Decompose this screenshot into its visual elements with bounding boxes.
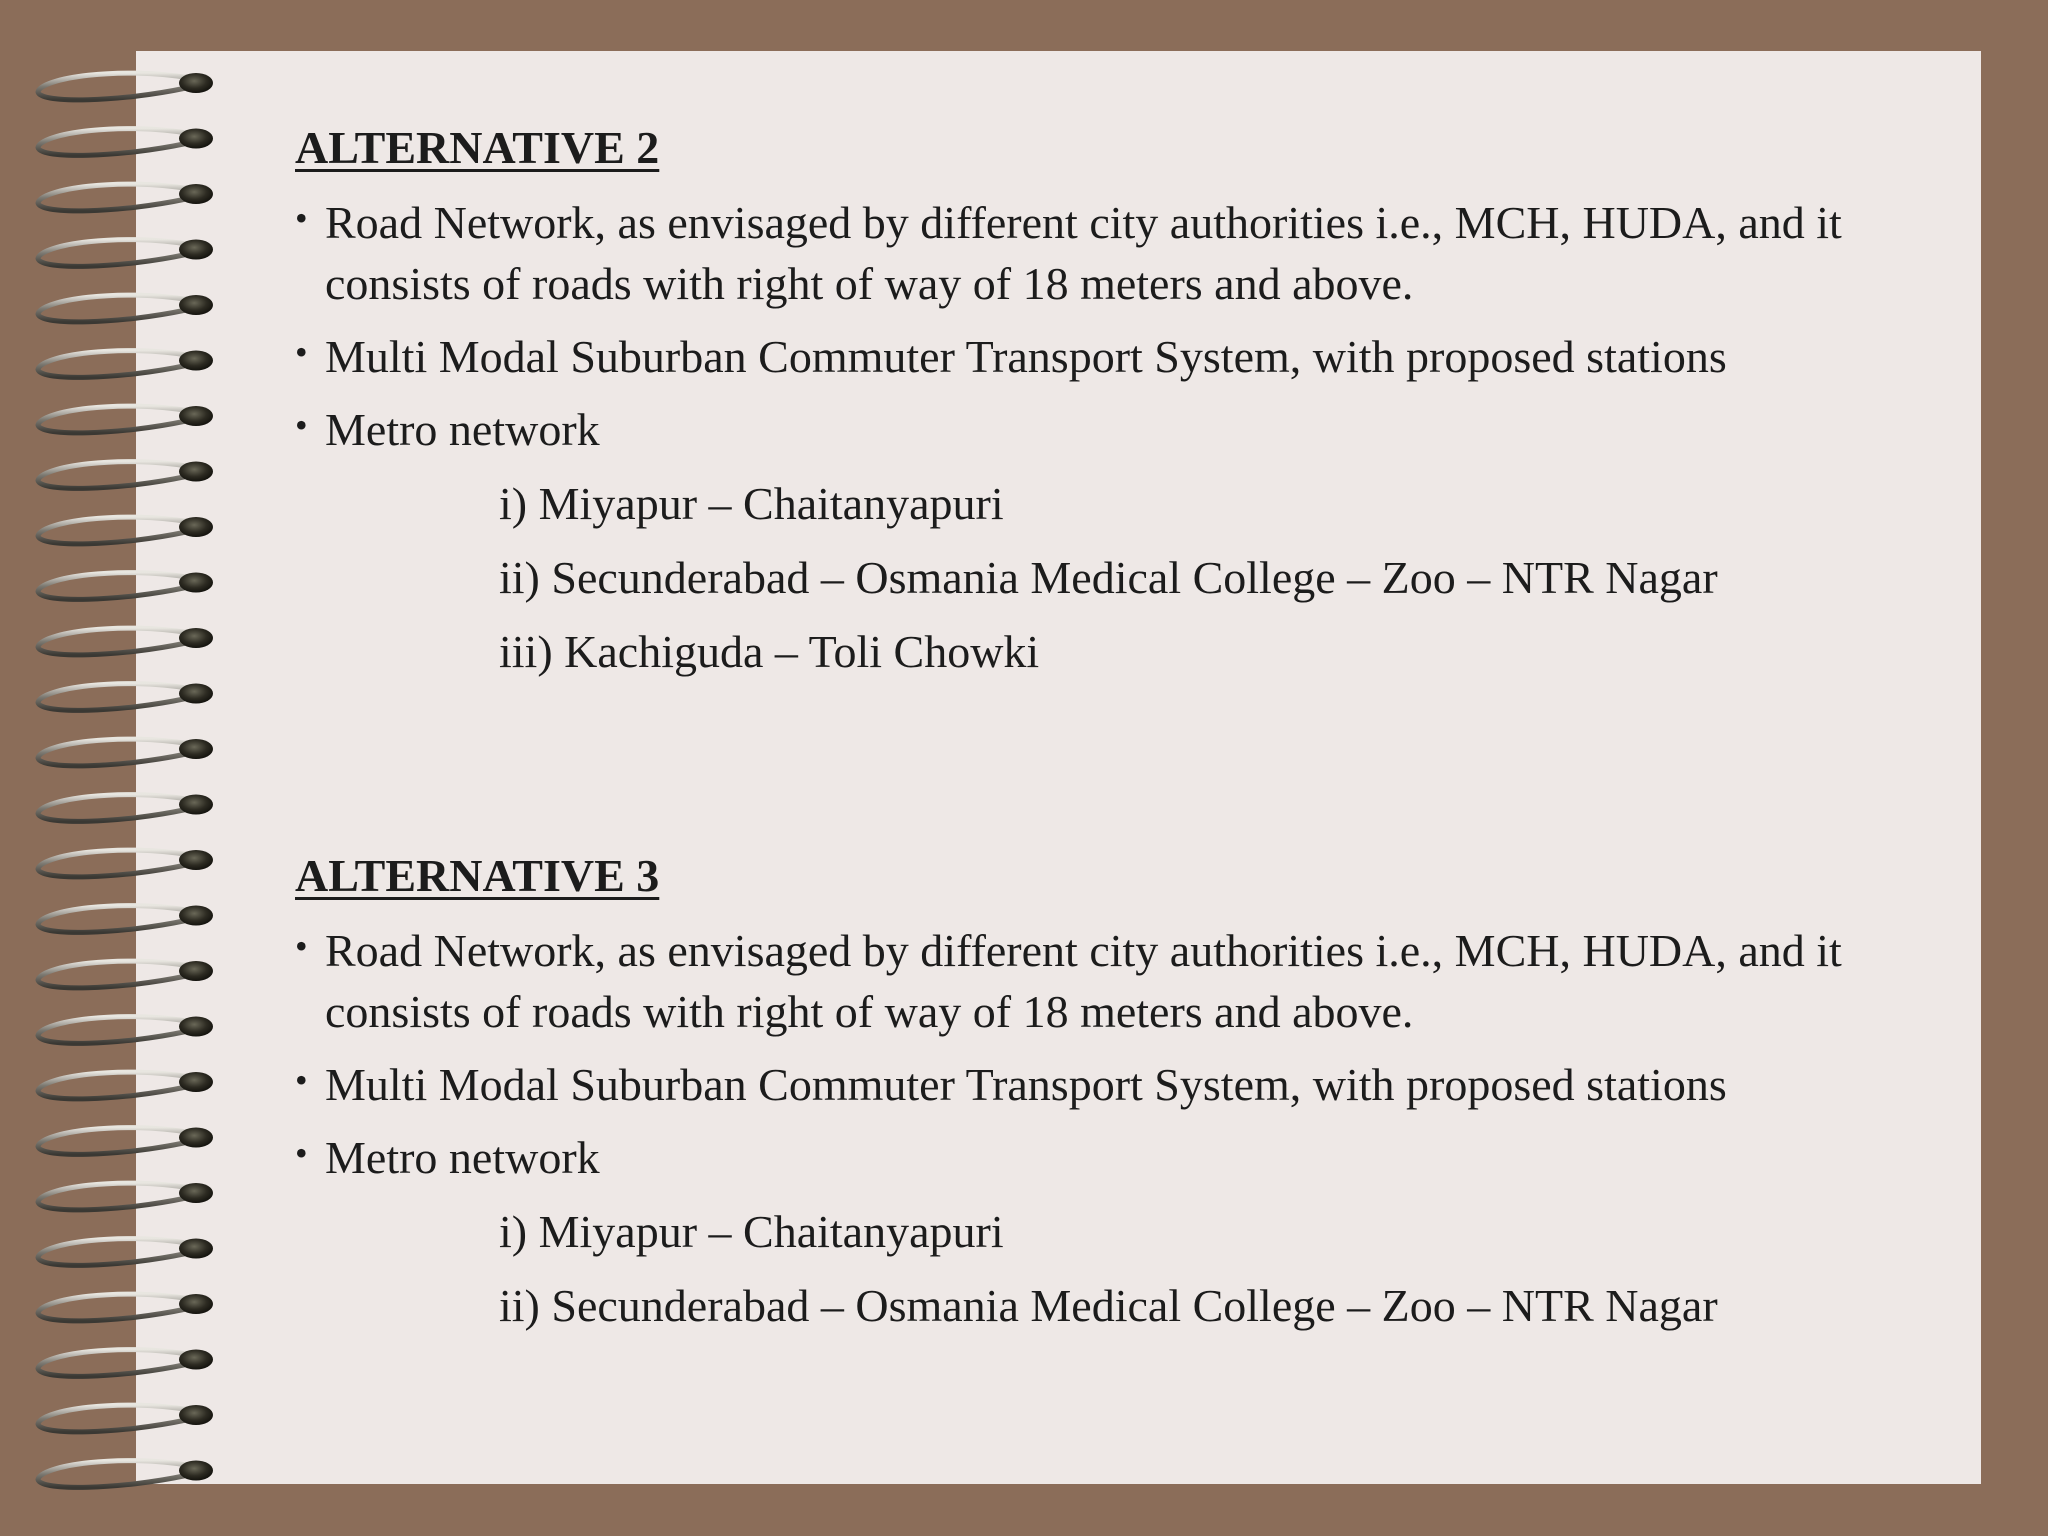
- section-alternative-3: [295, 838, 1935, 1336]
- binding-hole: [179, 1461, 213, 1481]
- metro-route: i) Miyapur – Chaitanyapuri: [499, 1206, 1004, 1257]
- bullet-text: Road Network, as envisaged by different city authorities i.e., MCH, HUDA, and it consists of roads with right of way of 18 meters and above.: [325, 925, 1842, 1037]
- binding-hole: [179, 517, 213, 537]
- binding-hole: [179, 184, 213, 204]
- spiral-coil: [38, 406, 190, 433]
- binding-hole: [179, 240, 213, 260]
- spiral-coil: [38, 129, 190, 156]
- bullet-item: [295, 920, 1935, 1042]
- bullet-text: Multi Modal Suburban Commuter Transport System, with proposed stations: [325, 331, 1727, 382]
- binding-hole: [179, 1405, 213, 1425]
- binding-hole: [179, 628, 213, 648]
- metro-route: ii) Secunderabad – Osmania Medical College – Zoo – NTR Nagar: [499, 1280, 1718, 1331]
- spiral-coil: [38, 1183, 190, 1210]
- spiral-coil: [38, 1461, 190, 1488]
- section-heading: ALTERNATIVE 2: [295, 122, 660, 173]
- spiral-coil: [38, 1405, 190, 1432]
- spiral-coil: [38, 628, 190, 655]
- binding-hole: [179, 684, 213, 704]
- binding-hole: [179, 961, 213, 981]
- binding-hole: [179, 129, 213, 149]
- binding-hole: [179, 795, 213, 815]
- metro-route: ii) Secunderabad – Osmania Medical College – Zoo – NTR Nagar: [499, 552, 1718, 603]
- spiral-coil: [38, 739, 190, 766]
- bullet-item: [295, 192, 1935, 314]
- spiral-coil: [38, 850, 190, 877]
- bullet-item: [295, 1054, 1935, 1115]
- spiral-coil: [38, 795, 190, 822]
- spiral-coil: [38, 462, 190, 489]
- spiral-coil: [38, 240, 190, 267]
- spiral-coil: [38, 1017, 190, 1044]
- bullet-item: [295, 399, 1935, 460]
- spiral-coil: [38, 1128, 190, 1155]
- binding-hole: [179, 351, 213, 371]
- bullet-icon: •: [295, 1133, 308, 1173]
- binding-hole: [179, 739, 213, 759]
- section-alternative-2: [295, 110, 1935, 682]
- spiral-coil: [38, 684, 190, 711]
- bullet-text: Road Network, as envisaged by different city authorities i.e., MCH, HUDA, and it consists of roads with right of way of 18 meters and above.: [325, 197, 1842, 309]
- bullet-text: Multi Modal Suburban Commuter Transport System, with proposed stations: [325, 1059, 1727, 1110]
- spiral-coil: [38, 295, 190, 322]
- binding-hole: [179, 73, 213, 93]
- binding-hole: [179, 573, 213, 593]
- spiral-coil: [38, 1294, 190, 1321]
- binding-hole: [179, 1294, 213, 1314]
- spiral-binding-icon: [0, 0, 240, 1536]
- spiral-coil: [38, 517, 190, 544]
- bullet-icon: •: [295, 198, 308, 238]
- bullet-icon: •: [295, 926, 308, 966]
- binding-hole: [179, 1183, 213, 1203]
- bullet-text: Metro network: [325, 404, 600, 455]
- binding-hole: [179, 1072, 213, 1092]
- bullet-icon: •: [295, 405, 308, 445]
- spiral-coil: [38, 351, 190, 378]
- spiral-coil: [38, 906, 190, 933]
- metro-route: i) Miyapur – Chaitanyapuri: [499, 478, 1004, 529]
- binding-hole: [179, 906, 213, 926]
- binding-hole: [179, 406, 213, 426]
- spiral-coil: [38, 1239, 190, 1266]
- binding-hole: [179, 1017, 213, 1037]
- spiral-coil: [38, 73, 190, 100]
- binding-hole: [179, 295, 213, 315]
- binding-hole: [179, 462, 213, 482]
- bullet-icon: •: [295, 332, 308, 372]
- bullet-icon: •: [295, 1060, 308, 1100]
- binding-hole: [179, 850, 213, 870]
- spiral-coil: [38, 961, 190, 988]
- bullet-item: [295, 326, 1935, 387]
- bullet-text: Metro network: [325, 1132, 600, 1183]
- binding-hole: [179, 1239, 213, 1259]
- spiral-coil: [38, 1350, 190, 1377]
- section-heading: ALTERNATIVE 3: [295, 850, 660, 901]
- spiral-coil: [38, 1072, 190, 1099]
- bullet-item: [295, 1127, 1935, 1188]
- spiral-coil: [38, 184, 190, 211]
- binding-hole: [179, 1350, 213, 1370]
- binding-hole: [179, 1128, 213, 1148]
- spiral-coil: [38, 573, 190, 600]
- metro-route: iii) Kachiguda – Toli Chowki: [499, 626, 1040, 677]
